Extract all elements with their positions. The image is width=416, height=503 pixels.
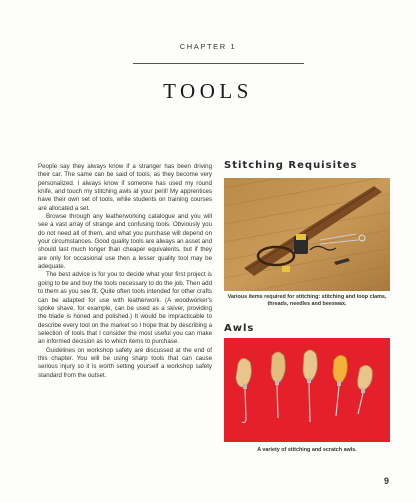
body-text (38, 163, 212, 380)
chapter-label: CHAPTER 1 (179, 42, 237, 51)
chapter-rule (133, 63, 304, 64)
body-paragraph: The best advice is for you to decide what your first project is going to be and buy the tools necessary to do the job. Then add to them as you see fit. Quite often tools intended for other crafts can be adapted for use with leatherwork. (A woodworker's spoke shave, for example, can be used as a skiver, providing the blade is honed and polished.) It would be impracticable to describe every tool on the market so I hope that by describing a selection of tools that I consider the most useful you can make an informed decision as to which items to purchase. (38, 271, 212, 346)
page-number: 9 (384, 476, 390, 486)
awls-heading: Awls (224, 323, 255, 334)
body-paragraph: People say they always know if a stranger has been driving their car. The same can be said of tools, as they become very personalized. I always know if someone has used my round knife, and touch my stitching awls at your peril! My apprentices have their own set of tools, while students on training courses are allocated a set. (38, 163, 212, 212)
stitching-photo (224, 178, 390, 291)
chapter-title: TOOLS (163, 79, 253, 103)
body-paragraph: Guidelines on workshop safety are discussed at the end of this chapter. You will be using sharp tools that can cause serious injury so it is worth setting yourself a workshop safety standard from the outset. (38, 346, 212, 379)
awls-photo (224, 338, 390, 442)
awls-caption: A variety of stitching and scratch awls. (257, 447, 357, 453)
body-paragraph: Browse through any leatherworking catalogue and you will see a vast array of strange and confusing tools. Obviously you do not need all of them, and what you purchase will depend on your circumstances. Good quality tools are always an asset and should last much longer than cheaper equivalents, but if they are only for occasional use then a lesser quality tool may be adequate. (38, 213, 212, 271)
stitching-caption: Various items required for stitching: stitching and loop clams, threads, needles and beeswax. (227, 294, 387, 308)
stitching-heading: Stitching Requisites (224, 160, 358, 171)
